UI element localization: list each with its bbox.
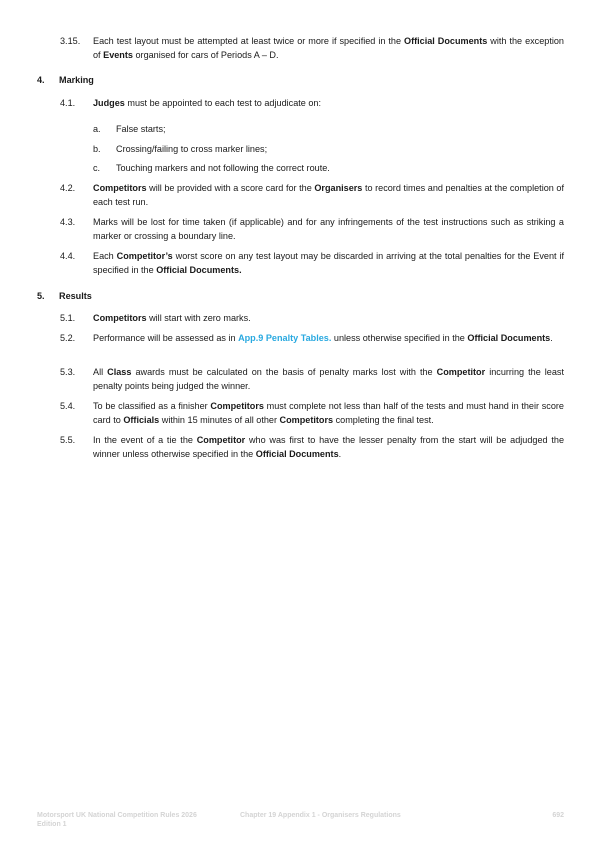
list-item	[93, 122, 166, 136]
paragraph-5-3	[60, 365, 564, 393]
paragraph-5-5	[60, 433, 564, 461]
defined-term: Competitors	[210, 401, 264, 411]
defined-term: Organisers	[314, 183, 363, 193]
paragraph-4-3	[60, 215, 564, 243]
defined-term: Official Documents	[255, 449, 339, 459]
section-title: Results	[59, 291, 92, 301]
defined-term: Class	[107, 367, 132, 377]
paragraph-number: 5.1.	[60, 313, 76, 323]
paragraph-number: 4.4.	[60, 251, 76, 261]
paragraph-4-4	[60, 249, 564, 277]
paragraph-4-2	[60, 181, 564, 209]
defined-term: Official Documents	[467, 333, 551, 343]
paragraph-number: 5.2.	[60, 333, 76, 343]
list-item-text: Touching markers and not following the correct route.	[116, 163, 330, 173]
defined-term: Official Documents.	[156, 265, 242, 275]
paragraph-5-1	[60, 311, 564, 325]
defined-term: Competitor	[196, 435, 246, 445]
paragraph-number: 4.1.	[60, 98, 76, 108]
footer-chapter: Chapter 19 Appendix 1 - Organisers Regulations	[240, 812, 401, 819]
paragraph-text: Marks will be lost for time taken (if applicable) and for any infringements of the test instructions such as striking a marker or crossing a boundary line.	[93, 217, 564, 241]
paragraph-text: To be classified as a finisher Competitors must complete not less than half of the tests and must hand in their score card to Officials within 15 minutes of all other Competitors completing the final test.	[93, 401, 564, 425]
paragraph-number: 3.15.	[60, 36, 81, 46]
list-item-label: a.	[93, 124, 101, 134]
paragraph-text: Each test layout must be attempted at least twice or more if specified in the Official Documents with the exception of Events organised for cars of Periods A – D.	[93, 36, 564, 60]
defined-term: Official Documents	[404, 36, 488, 46]
defined-term: Officials	[123, 415, 160, 425]
paragraph-number: 5.5.	[60, 435, 76, 445]
penalty-tables-link[interactable]: App.9 Penalty Tables.	[238, 333, 332, 343]
paragraph-text: Competitors will be provided with a score card for the Organisers to record times and penalties at the completion of each test run.	[93, 183, 564, 207]
paragraph-4-1	[60, 96, 564, 110]
defined-term: Competitors	[93, 313, 147, 323]
section-heading-marking	[37, 73, 94, 87]
list-item-label: b.	[93, 144, 101, 154]
paragraph-text: In the event of a tie the Competitor who was first to have the lesser penalty from the start will be adjudged the winner unless otherwise specified in the Official Documents.	[93, 435, 564, 459]
list-item-label: c.	[93, 163, 101, 173]
paragraph-text: Performance will be assessed as in App.9 Penalty Tables. unless otherwise specified in the Official Documents.	[93, 333, 553, 343]
defined-term: Events	[103, 50, 133, 60]
paragraph-5-2	[60, 331, 564, 345]
list-item	[93, 161, 330, 175]
defined-term: Competitors	[93, 183, 147, 193]
footer-edition: Edition 1	[37, 821, 67, 828]
section-heading-results	[37, 289, 92, 303]
paragraph-3-15	[60, 34, 564, 62]
paragraph-number: 4.3.	[60, 217, 76, 227]
paragraph-text: All Class awards must be calculated on the basis of penalty marks lost with the Competitor incurring the least penalty points being judged the winner.	[93, 367, 564, 391]
paragraph-number: 4.2.	[60, 183, 76, 193]
defined-term: Competitors	[279, 415, 334, 425]
defined-term: Judges	[93, 98, 125, 108]
footer-publication	[37, 811, 197, 829]
paragraph-number: 5.3.	[60, 367, 76, 377]
list-item-text: Crossing/failing to cross marker lines;	[116, 144, 268, 154]
paragraph-text: Competitors will start with zero marks.	[93, 313, 251, 323]
footer-title: Motorsport UK National Competition Rules 2026	[37, 812, 197, 819]
list-item-text: False starts;	[116, 124, 166, 134]
section-number: 5.	[37, 291, 45, 301]
section-number: 4.	[37, 75, 45, 85]
section-title: Marking	[59, 75, 94, 85]
defined-term: Competitor	[436, 367, 486, 377]
paragraph-number: 5.4.	[60, 401, 76, 411]
paragraph-5-4	[60, 399, 564, 427]
defined-term: Competitor’s	[116, 251, 173, 261]
paragraph-text: Judges must be appointed to each test to adjudicate on:	[93, 98, 321, 108]
page-number: 692	[552, 812, 564, 819]
list-item	[93, 142, 267, 156]
paragraph-text: Each Competitor’s worst score on any test layout may be discarded in arriving at the total penalties for the Event if specified in the Official Documents.	[93, 251, 564, 275]
